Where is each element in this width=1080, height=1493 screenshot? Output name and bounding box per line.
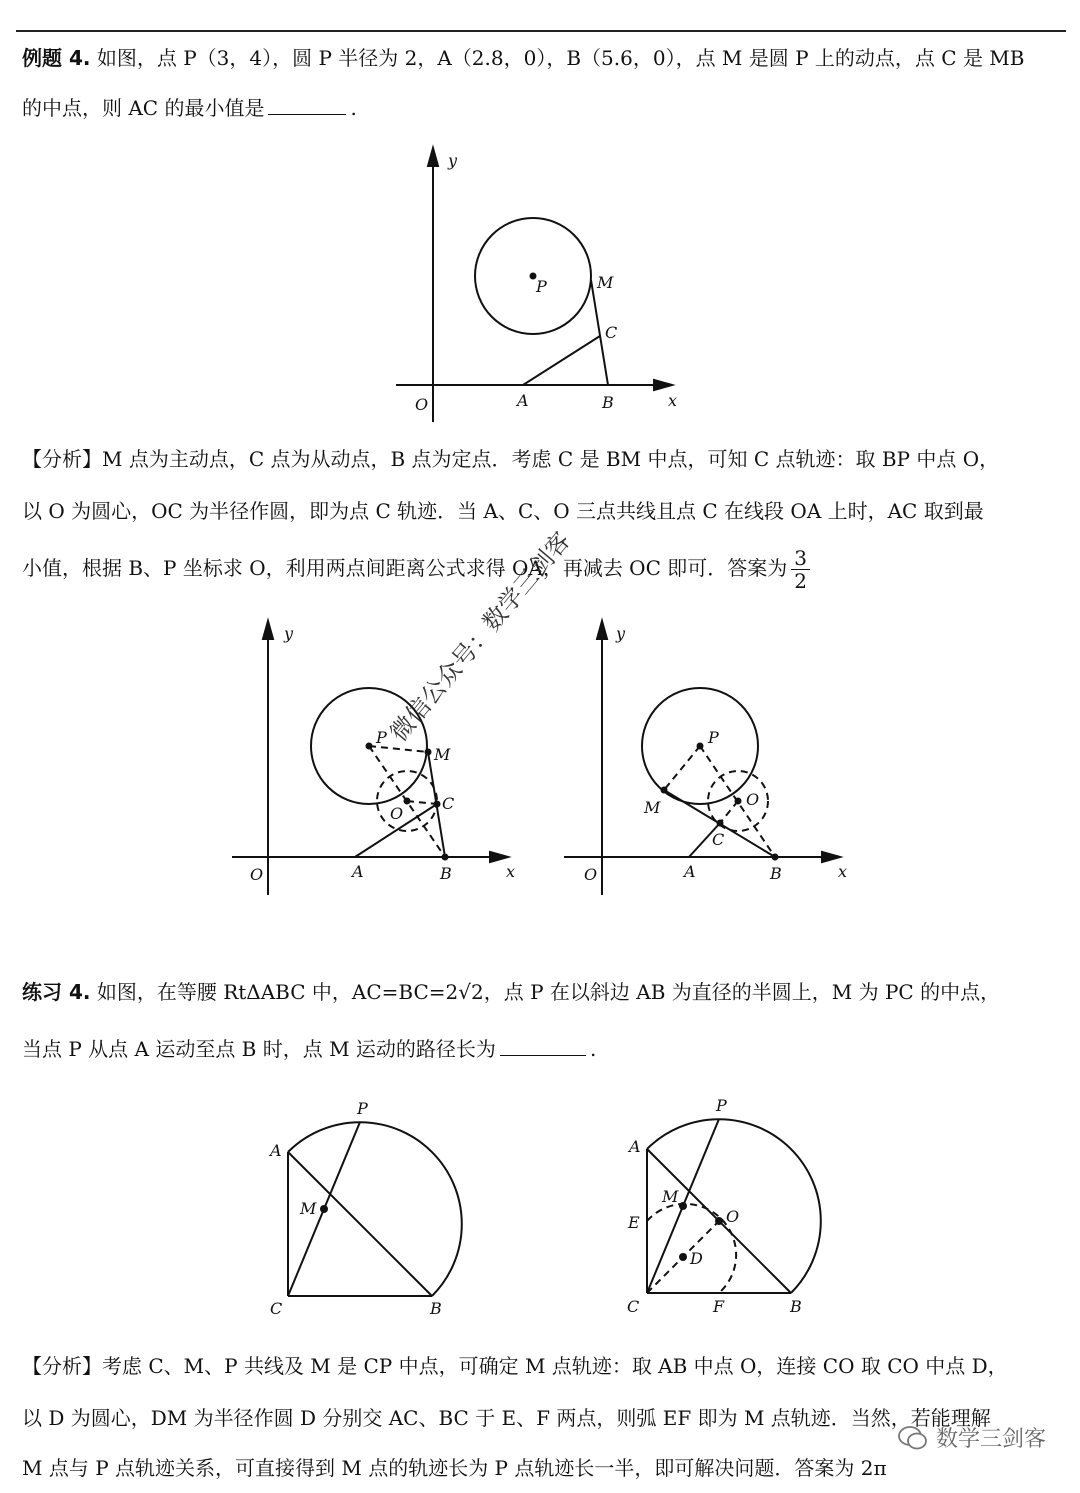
segment-oc bbox=[407, 801, 437, 804]
label-o: O bbox=[390, 804, 404, 823]
label-c: C bbox=[627, 1297, 640, 1316]
label-m: M bbox=[644, 798, 661, 817]
label-p: P bbox=[716, 1096, 727, 1115]
label-a: A bbox=[684, 862, 696, 881]
label-m: M bbox=[597, 273, 614, 292]
exercise-figure-left bbox=[260, 1090, 490, 1325]
exercise-text-line2: 当点 P 从点 A 运动至点 B 时，点 M 运动的路径长为 bbox=[22, 1037, 496, 1061]
label-b: B bbox=[430, 1299, 442, 1318]
point-b bbox=[442, 854, 449, 861]
exercise-text-end: . bbox=[589, 1037, 597, 1061]
analysis-figure-left bbox=[230, 615, 530, 905]
label-m: M bbox=[434, 745, 451, 764]
label-x: x bbox=[838, 862, 848, 881]
analysis-figure-right bbox=[560, 615, 860, 905]
label-x: x bbox=[506, 862, 516, 881]
label-m: M bbox=[662, 1187, 679, 1206]
label-m: M bbox=[300, 1199, 317, 1218]
label-x: x bbox=[668, 391, 678, 410]
label-o: O bbox=[726, 1207, 740, 1226]
label-c: C bbox=[442, 794, 455, 813]
example-analysis-line1: 【分析】M 点为主动点，C 点为从动点，B 点为定点．考虑 C 是 BM 中点，可知 C 点轨迹：取 BP 中点 O， bbox=[22, 447, 1000, 471]
exercise-analysis-line1: 【分析】考虑 C、M、P 共线及 M 是 CP 中点，可确定 M 点轨迹：取 AB 中点 O，连接 CO 取 CO 中点 D， bbox=[22, 1354, 1008, 1378]
label-e: E bbox=[628, 1213, 640, 1232]
fraction-denominator: 2 bbox=[794, 569, 807, 593]
label-a: A bbox=[517, 391, 529, 410]
label-y: y bbox=[284, 624, 294, 643]
label-p: P bbox=[536, 277, 547, 296]
exercise-analysis-line2: 以 D 为圆心，DM 为半径作圆 D 分别交 AC、BC 于 E、F 两点，则弧 EF 即为 M 点轨迹．当然，若能理解 bbox=[22, 1406, 991, 1430]
exercise-analysis-line3: M 点与 P 点轨迹关系，可直接得到 M 点的轨迹长为 P 点轨迹长一半，即可解决问题．答案为 2π bbox=[22, 1456, 887, 1480]
label-y: y bbox=[616, 624, 626, 643]
label-b: B bbox=[790, 1297, 802, 1316]
label-a: A bbox=[270, 1141, 282, 1160]
x-axis-arrow bbox=[654, 380, 672, 390]
fraction-numerator: 3 bbox=[791, 547, 810, 570]
point-p bbox=[366, 743, 373, 750]
example-analysis-text3: 小值，根据 B、P 坐标求 O，利用两点间距离公式求得 OA，再减去 OC 即可．答案为 bbox=[22, 556, 788, 580]
point-m bbox=[679, 1202, 687, 1210]
x-axis-arrow bbox=[490, 852, 508, 862]
point-c bbox=[434, 801, 441, 808]
top-rule bbox=[16, 30, 1066, 32]
y-axis-arrow bbox=[263, 621, 273, 639]
label-c: C bbox=[605, 323, 618, 342]
y-axis-arrow bbox=[428, 148, 438, 166]
exercise-label: 练习 4. bbox=[22, 980, 91, 1004]
label-b: B bbox=[770, 864, 782, 883]
exercise-problem-line1 bbox=[22, 967, 1062, 1017]
exercise-text-line1: 如图，在等腰 RtΔABC 中，AC=BC=2√2，点 P 在以斜边 AB 为直径的半圆上，M 为 PC 的中点， bbox=[96, 980, 1001, 1004]
label-c: C bbox=[270, 1299, 283, 1318]
point-o bbox=[735, 798, 742, 805]
label-a: A bbox=[629, 1137, 641, 1156]
answer-blank bbox=[500, 1054, 586, 1056]
example-text-line1: 如图，点 P（3，4），圆 P 半径为 2，A（2.8，0），B（5.6，0），点 M 是圆 P 上的动点，点 C 是 MB bbox=[96, 46, 1025, 70]
answer-fraction bbox=[791, 547, 810, 592]
answer-blank bbox=[268, 113, 346, 115]
exercise-figure-right bbox=[620, 1090, 850, 1325]
point-p bbox=[697, 743, 704, 750]
label-p: P bbox=[357, 1099, 368, 1118]
point-m bbox=[320, 1205, 328, 1213]
x-axis-arrow bbox=[822, 852, 840, 862]
example-analysis-line2: 以 O 为圆心，OC 为半径作圆，即为点 C 轨迹．当 A、C、O 三点共线且点 C 在线段 OA 上时，AC 取到最 bbox=[22, 499, 984, 523]
segment-pm bbox=[664, 746, 700, 790]
watermark-logo-text: 数学三剑客 bbox=[935, 1427, 1046, 1452]
label-c: C bbox=[712, 830, 725, 849]
example-text-end: . bbox=[350, 96, 357, 120]
label-o: O bbox=[415, 395, 429, 414]
example-problem-line1 bbox=[22, 33, 1062, 83]
label-p: P bbox=[376, 728, 387, 747]
point-d bbox=[679, 1253, 687, 1261]
example-figure bbox=[380, 140, 700, 430]
wechat-icon bbox=[898, 1425, 928, 1451]
example-problem-line2 bbox=[22, 83, 1062, 133]
label-o: O bbox=[746, 790, 760, 809]
point-m bbox=[661, 787, 668, 794]
label-origin: O bbox=[584, 865, 598, 884]
exercise-problem-line2 bbox=[22, 1024, 1062, 1074]
point-o bbox=[715, 1217, 723, 1225]
y-axis-arrow bbox=[597, 621, 607, 639]
example-label: 例题 4. bbox=[22, 46, 91, 70]
point-c bbox=[717, 820, 724, 827]
label-f: F bbox=[713, 1297, 725, 1316]
label-p: P bbox=[708, 728, 719, 747]
point-o bbox=[404, 798, 411, 805]
segment-oc bbox=[720, 801, 738, 823]
label-d: D bbox=[690, 1249, 703, 1268]
label-origin: O bbox=[250, 865, 264, 884]
segment-ac bbox=[523, 336, 600, 385]
wechat-watermark bbox=[898, 1422, 1046, 1453]
label-a: A bbox=[352, 862, 364, 881]
point-m bbox=[425, 749, 432, 756]
label-y: y bbox=[448, 151, 458, 170]
label-b: B bbox=[440, 864, 452, 883]
point-b bbox=[772, 854, 779, 861]
label-b: B bbox=[602, 393, 614, 412]
diagonal-watermark: 微信公众号：数学三剑客 bbox=[384, 526, 576, 747]
example-text-line2: 的中点，则 AC 的最小值是 bbox=[22, 96, 265, 120]
hypotenuse-ab bbox=[288, 1152, 432, 1296]
